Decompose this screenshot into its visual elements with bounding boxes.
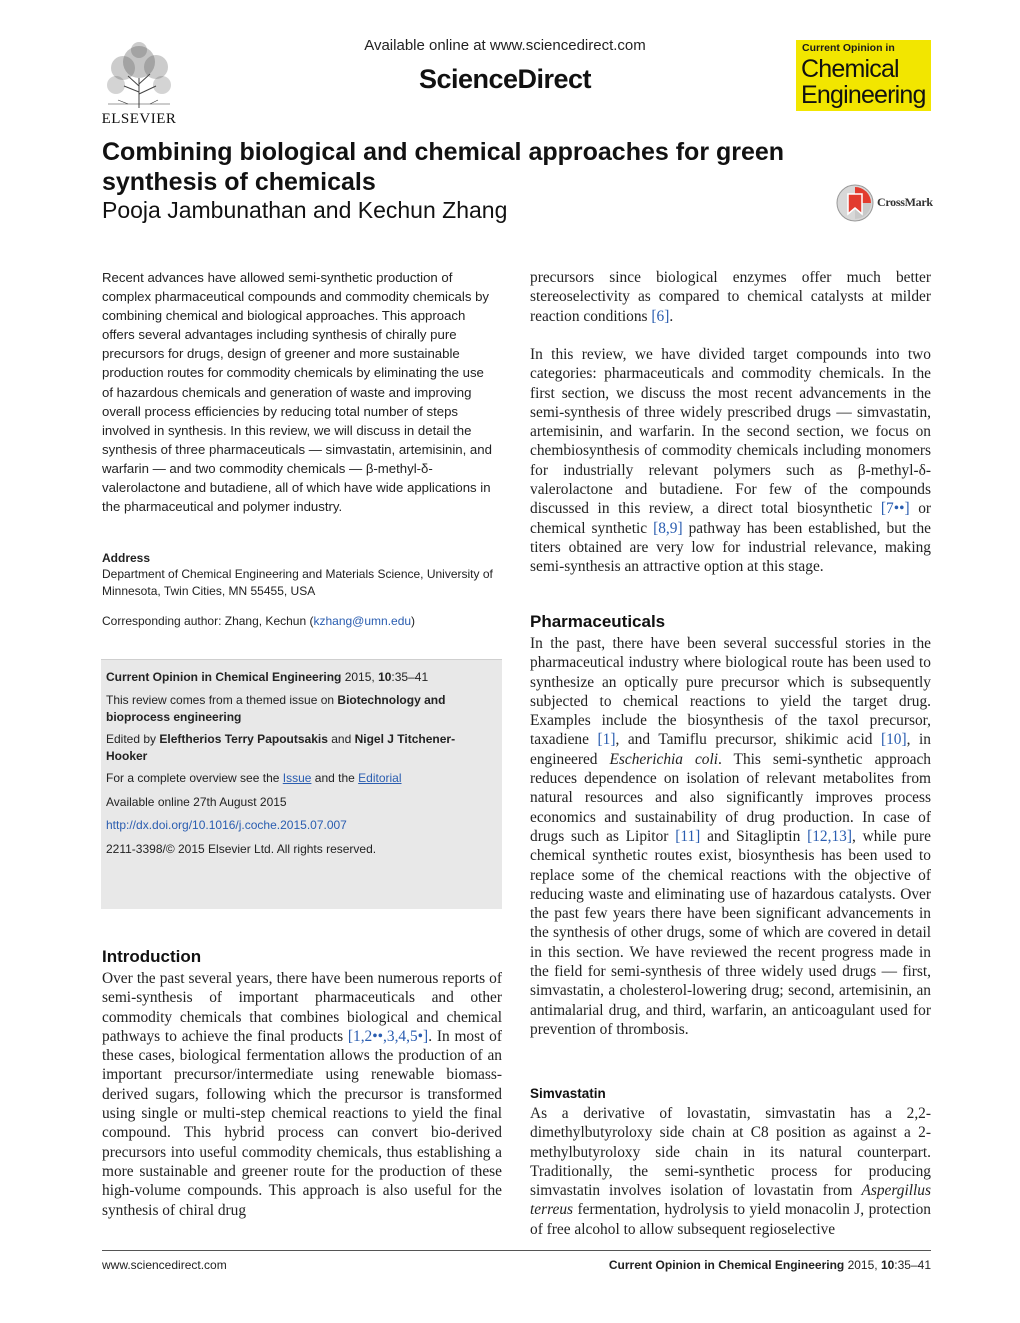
info-volume: 10 bbox=[378, 670, 392, 684]
pharma-text-b: , and Tamiflu precursor, shikimic acid bbox=[615, 731, 881, 749]
ref-8-9-link[interactable]: [8,9] bbox=[653, 519, 683, 537]
crossmark-label: CrossMark bbox=[877, 195, 933, 209]
themed-issue-line bbox=[106, 692, 491, 725]
available-online-date: Available online 27th August 2015 bbox=[106, 795, 287, 809]
article-title: Combining biological and chemical approaches for green synthesis of chemicals bbox=[102, 138, 785, 196]
author-email-link[interactable]: kzhang@umn.edu bbox=[313, 614, 412, 628]
journal-cover-badge bbox=[796, 40, 931, 111]
publisher-wordmark: ELSEVIER bbox=[101, 111, 177, 127]
simvastatin-heading: Simvastatin bbox=[530, 1086, 606, 1101]
organism-aspergillus: Aspergillus terreus bbox=[530, 1182, 931, 1219]
themed-prefix: This review comes from a themed issue on bbox=[106, 693, 338, 707]
sciencedirect-wordmark: ScienceDirect bbox=[418, 64, 592, 94]
corresponding-prefix: Corresponding author: Zhang, Kechun ( bbox=[102, 614, 314, 628]
available-online-text: Available online at www.sciencedirect.com bbox=[364, 37, 646, 54]
abstract: Recent advances have allowed semi-synthetic production of complex pharmaceutical compounds and commodity chemicals by combining chemical and biological approaches. This approach offers several advantages including synthesis of chirally pure precursors for drugs, design of greener and more sustainable production routes for commodity chemicals by eliminating the use of hazardous chemicals and generation of waste and improving overall process efficiencies by reducing total number of steps involved in synthesis. In this review, we will discuss in detail the synthesis of three pharmaceuticals — simvastatin, artemisinin, and warfarin — and two commodity chemicals — β-methyl-δ-valerolactone and butadiene, all of which have wide applications in the pharmaceutical and polymer industry. bbox=[102, 270, 492, 515]
pharma-text-f: , while pure chemical synthetic routes exist, biosynthesis has been used to replace some of the chemical reactions with the objective of reducing waste and eliminating use of hazardous catalysts. Over the past few years there have been significant advancements in the synthesis of other drugs, some of which are covered in detail in this section. We have reviewed the recent progress made in the field for semi-synthesis of three widely used drugs — first, simvastatin, a cholesterol-lowering drug; second, artemisinin, an antimalarial drug, and third, warfarin, an anticoagulant used for prevention of thrombosis. bbox=[530, 827, 931, 1038]
pharma-text-c: , in engineered bbox=[530, 731, 931, 768]
intro-text-b: . In most of these cases, biological fermentation allows the production of an important precursor/intermediate using renewable biomass-derived sugars, following which the precursor is transformed using single or multi-step chemical reactions to yield the final compound. This hybrid process can convert bio-derived precursors into useful commodity chemicals, thus establishing a more sustainable and greener route for the production of these high-volume compounds. This approach is also useful for the synthesis of chiral drug bbox=[102, 1027, 503, 1219]
footer-citation bbox=[560, 1258, 931, 1272]
citation-line bbox=[106, 669, 491, 686]
address-label: Address bbox=[102, 551, 151, 565]
footer-url[interactable]: www.sciencedirect.com bbox=[102, 1258, 227, 1272]
crossmark-icon bbox=[835, 183, 875, 223]
ref-1-link[interactable]: [1] bbox=[597, 731, 616, 749]
footer-divider bbox=[102, 1250, 931, 1251]
edited-and: and bbox=[327, 732, 355, 746]
simva-text-a: As a derivative of lovastatin, simvastatin has a 2,2-dimethylbutyroloxy side chain at C8 position as against a 2-methylbutyroloxy side chain in its natural counterpart. Traditionally, the semi-synthetic process for producing simvastatin involves isolation of lovastatin from bbox=[530, 1105, 931, 1200]
article-authors: Pooja Jambunathan and Kechun Zhang bbox=[102, 197, 508, 223]
info-journal: Current Opinion in Chemical Engineering bbox=[106, 670, 342, 684]
info-year: 2015, bbox=[341, 670, 379, 684]
crossmark-badge[interactable] bbox=[835, 183, 935, 223]
journal-badge-prefix: Current Opinion in bbox=[802, 42, 895, 54]
pharma-text-d: . This semi-synthetic approach reduces dependence on isolation of relevant metabolites from natural resources and also significantly improves process economics and sustainability of drug production. In case of drugs such as Lipitor bbox=[530, 750, 932, 845]
pharma-text-a: In the past, there have been several successful stories in the pharmaceutical industry where biological route has been used to synthesize an optically pure precursor which is subsequently subjected to chemical reactions to yield the target drug. Examples include the biosynthesis of the taxol precursor, taxadiene bbox=[530, 635, 931, 749]
ref-7-link[interactable]: [7••] bbox=[880, 500, 910, 518]
corresponding-author bbox=[102, 614, 415, 628]
footer-volume: 10 bbox=[880, 1258, 895, 1272]
introduction-heading: Introduction bbox=[102, 947, 202, 966]
footer-pages: :35–41 bbox=[894, 1258, 931, 1272]
intro-p3-text-c: pathway has been established, but the titers obtained are very low for industrial relevance, making semi-synthesis an attractive option at this stage. bbox=[530, 519, 931, 576]
issue-link[interactable]: Issue bbox=[282, 771, 312, 785]
editorial-link[interactable]: Editorial bbox=[358, 771, 402, 785]
corresponding-suffix: ) bbox=[411, 614, 416, 628]
intro-text-a: Over the past several years, there have been numerous reports of semi-synthesis of important pharmaceuticals and other commodity chemicals that combines biological and chemical pathways to achieve the final products bbox=[102, 970, 502, 1045]
editor-2: Nigel J Titchener-Hooker bbox=[106, 732, 456, 763]
intro-p3-text-a: In this review, we have divided target compounds into two categories: pharmaceuticals and commodity chemicals. In the first section, we discuss the most recent advancements in the semi-synthesis of three widely prescribed drugs — simvastatin, artemisinin, and warfarin. In the second section, we focus on chembiosynthesis of commodity chemicals including monomers for industrially relevant polymers such as β-methyl-δ-valerolactone and butadiene. For few of the compounds discussed in this review, a direct total biosynthetic bbox=[530, 346, 931, 518]
intro-p3-text-b: or chemical synthetic bbox=[530, 500, 932, 537]
intro-refs-link[interactable]: [1,2••,3,4,5•] bbox=[347, 1027, 429, 1045]
overview-line bbox=[106, 770, 491, 787]
editors-line bbox=[106, 731, 491, 764]
ref-6-link[interactable]: [6] bbox=[651, 307, 670, 325]
ref-12-13-link[interactable]: [12,13] bbox=[807, 827, 852, 845]
simvastatin-paragraph bbox=[530, 1104, 931, 1239]
copyright-line: 2211-3398/© 2015 Elsevier Ltd. All rights reserved. bbox=[106, 842, 377, 856]
introduction-paragraph-2 bbox=[530, 268, 931, 326]
edited-prefix: Edited by bbox=[106, 732, 160, 746]
footer-year: 2015, bbox=[844, 1258, 881, 1272]
article-info-box bbox=[101, 659, 502, 909]
doi-link[interactable] bbox=[106, 817, 491, 834]
introduction-paragraph-3 bbox=[530, 345, 931, 577]
intro-p2-text: precursors since biological enzymes offer much better stereoselectivity as compared to chemical catalysts at milder reaction conditions bbox=[530, 269, 931, 325]
simva-text-b: fermentation, hydrolysis to yield monacolin J, protection of free alcohol to allow subsequent regioselective bbox=[530, 1201, 931, 1238]
themed-topic: Biotechnology and bioprocess engineering bbox=[106, 693, 446, 724]
pharmaceuticals-heading: Pharmaceuticals bbox=[530, 612, 666, 631]
introduction-paragraph-1 bbox=[102, 969, 502, 1220]
journal-badge-line2: Engineering bbox=[801, 81, 926, 109]
info-pages: :35–41 bbox=[391, 670, 429, 684]
ref-10-link[interactable]: [10] bbox=[880, 731, 907, 749]
pharma-text-e: and Sitagliptin bbox=[700, 827, 808, 845]
address-text: Department of Chemical Engineering and Materials Science, University of Minnesota, Twin Cities, MN 55455, USA bbox=[102, 567, 493, 598]
overview-and: and the bbox=[311, 771, 359, 785]
journal-badge-line1: Chemical bbox=[801, 55, 899, 83]
organism-ecoli: Escherichia coli bbox=[609, 750, 719, 768]
intro-p2-end: . bbox=[669, 307, 674, 325]
overview-prefix: For a complete overview see the bbox=[106, 771, 283, 785]
ref-11-link[interactable]: [11] bbox=[675, 827, 701, 845]
pharmaceuticals-paragraph bbox=[530, 634, 931, 1039]
footer-journal: Current Opinion in Chemical Engineering bbox=[608, 1258, 845, 1272]
doi-text[interactable]: http://dx.doi.org/10.1016/j.coche.2015.07.007 bbox=[106, 818, 347, 832]
editor-1: Eleftherios Terry Papoutsakis bbox=[159, 732, 328, 746]
